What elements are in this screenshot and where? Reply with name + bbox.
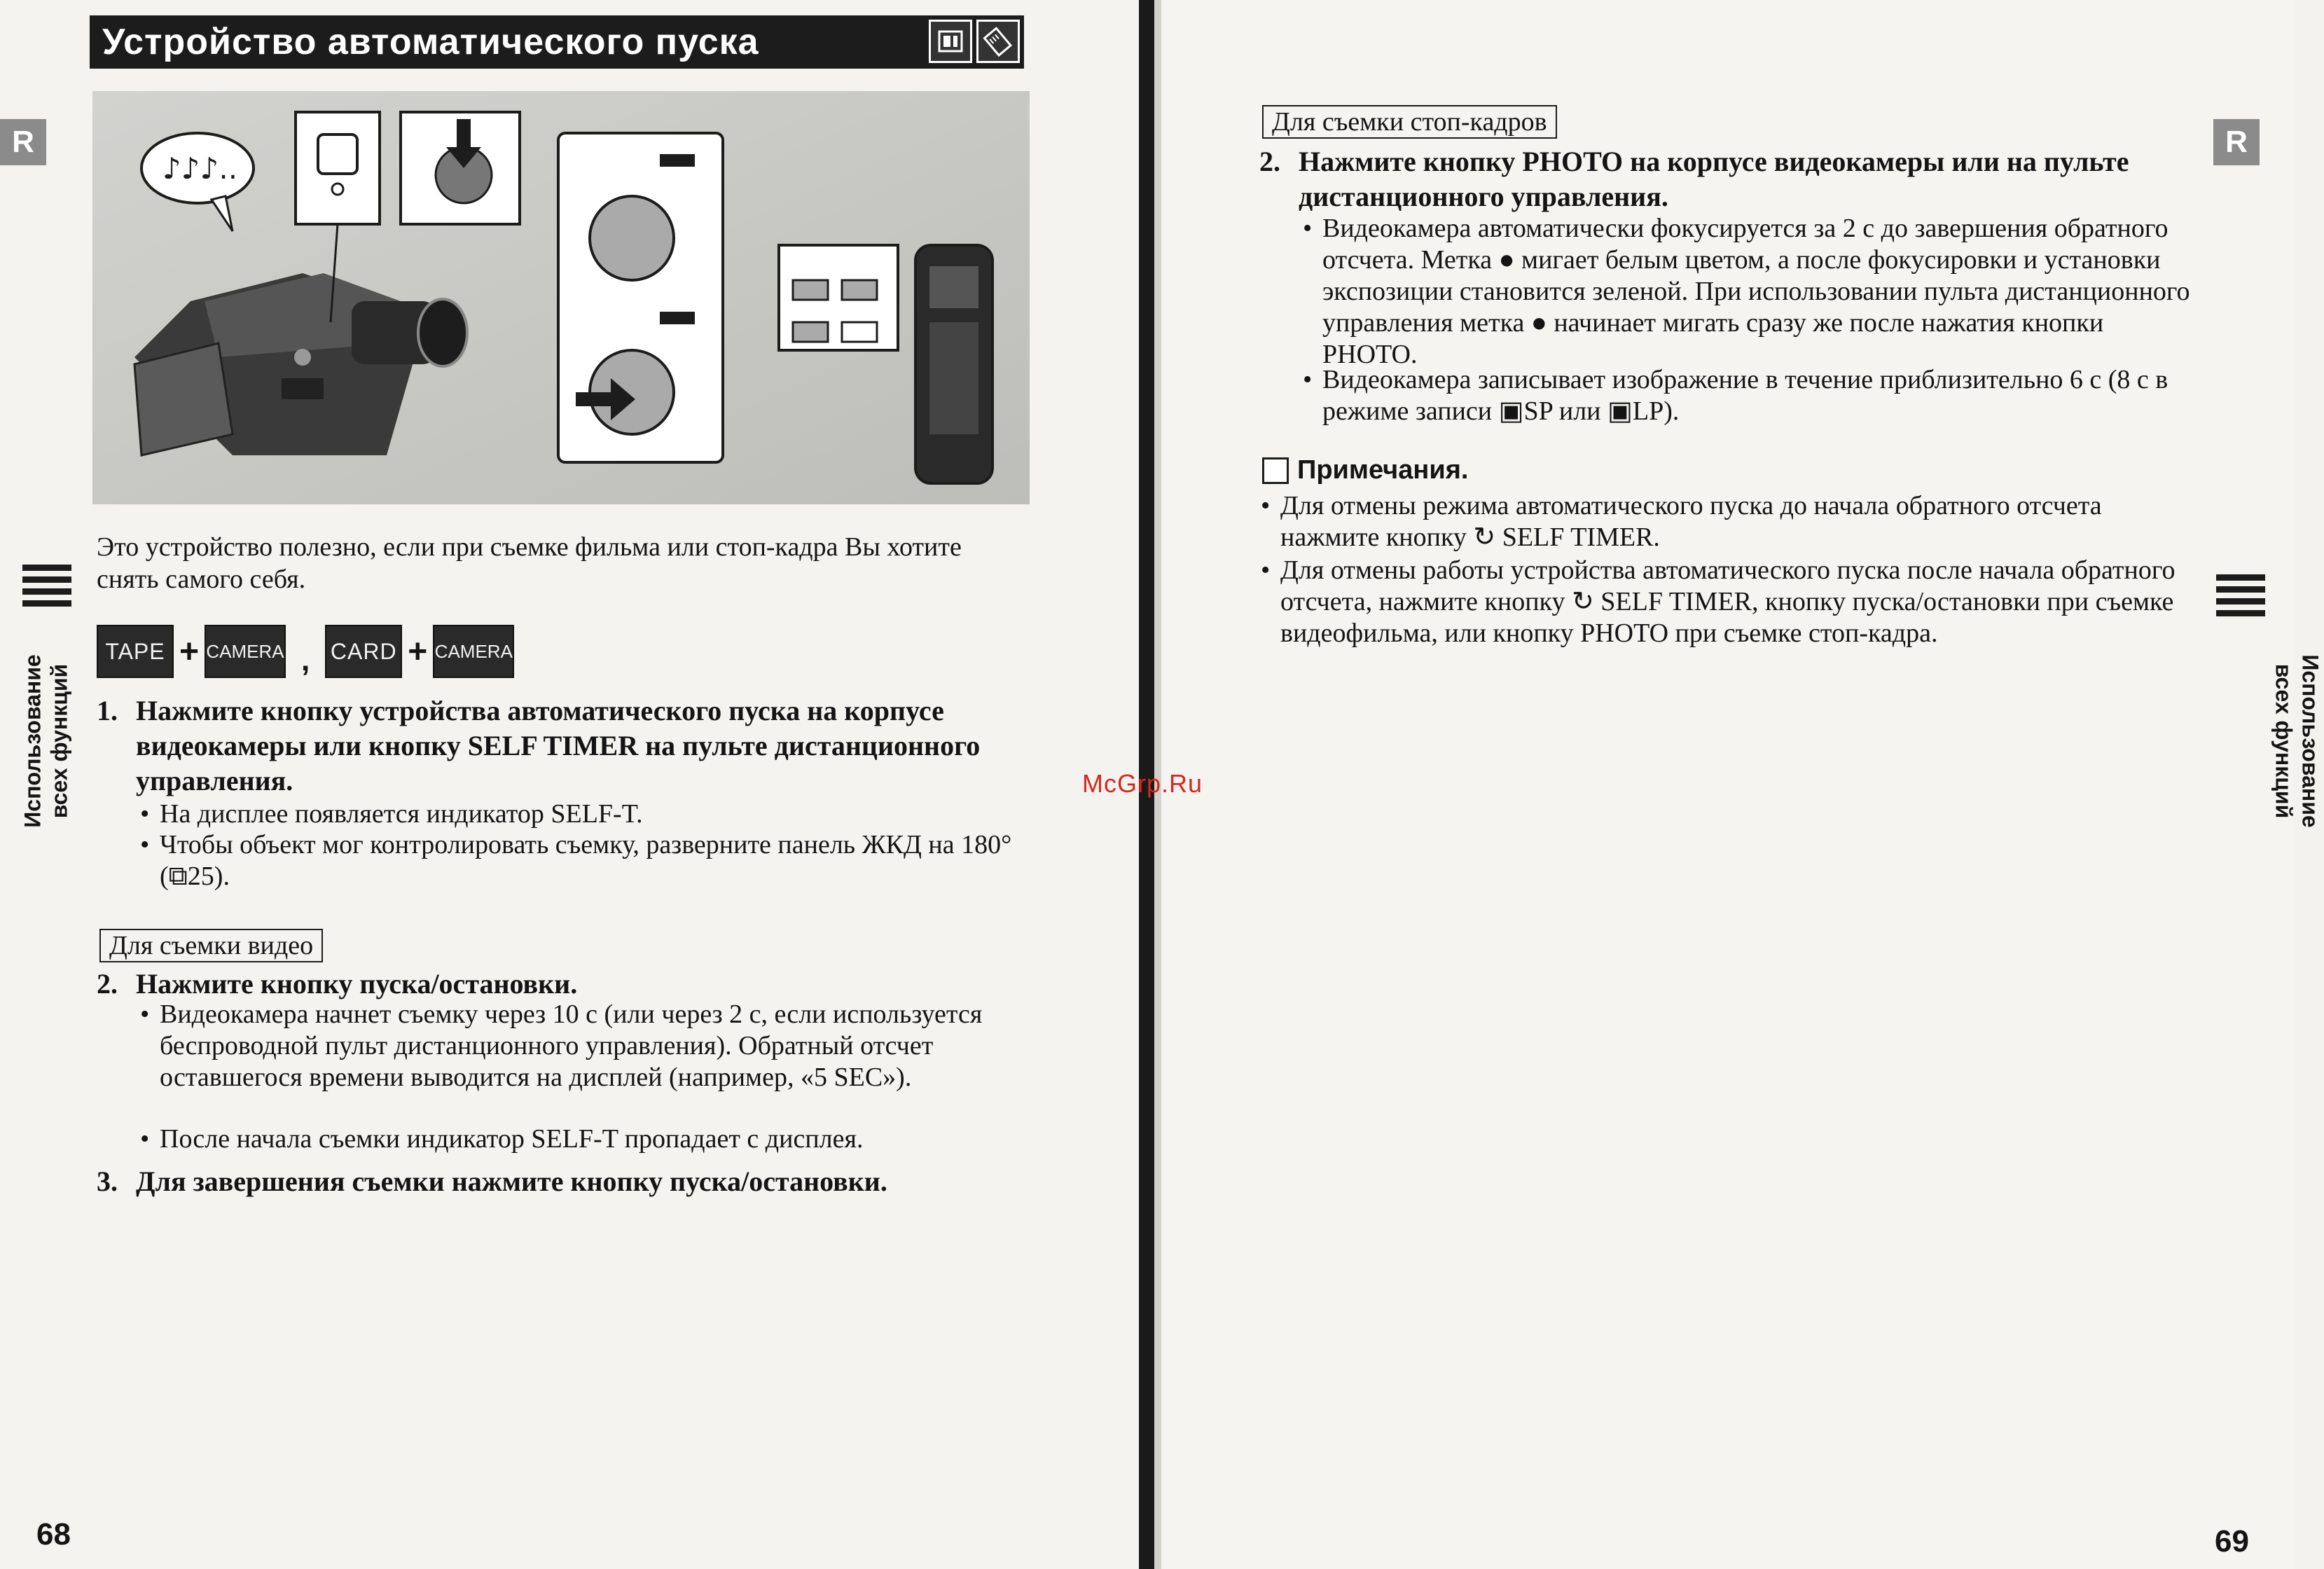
side-bars-left <box>22 565 71 612</box>
step-text: Нажмите кнопку устройства автоматического пуска на корпусе видеокамеры или кнопку SELF TIMER на пульте дистанционного управления. <box>136 695 981 796</box>
title-icons <box>929 20 1020 63</box>
side-label-line1: Использование <box>2297 654 2323 828</box>
photo-recording-heading: Для съемки стоп-кадров <box>1262 105 1557 139</box>
section-title-bar <box>90 15 1024 69</box>
camera-mode-label: CAMERA <box>433 625 514 678</box>
plus-sign: + <box>179 633 200 670</box>
bullet-text: На дисплее появляется индикатор SELF-T. <box>160 799 643 829</box>
bullet-dot: • <box>140 799 150 829</box>
side-bars-right <box>2216 574 2265 622</box>
remote-control <box>915 245 992 483</box>
page-number-left: 68 <box>36 1517 71 1551</box>
photo-bullet-1 <box>1303 213 2192 371</box>
step-1 <box>97 693 1028 799</box>
camcorder-drawing <box>92 91 1030 504</box>
step-1-bullet-2 <box>140 829 1030 892</box>
tape-mode-label: TAPE <box>97 625 174 678</box>
side-section-label-right <box>2271 654 2324 827</box>
step-number: 3. <box>97 1166 118 1197</box>
step-3 <box>97 1164 1028 1199</box>
tape-mode-icon <box>929 20 972 63</box>
card-mode-icon <box>976 20 1020 63</box>
plus-sign: + <box>408 633 428 670</box>
camcorder-illustration <box>92 91 1030 504</box>
camera-mode-label: CAMERA <box>205 625 286 678</box>
bullet-text: Видеокамера автоматически фокусируется за 2 с до завершения обратного отсчета. Метка ● мигает белым цветом, а после фокусировки и установки экспозиции становится зеленой. При использовании пульта дистанционного управления метка ● начинает мигать сразу же после нажатия кнопки PHOTO. <box>1322 214 2190 369</box>
language-tab-left: R <box>0 119 46 165</box>
notes-title: Примечания. <box>1297 455 1469 485</box>
bullet-dot: • <box>1303 365 1313 394</box>
step-number: 1. <box>97 695 118 726</box>
notes-heading <box>1262 455 1468 485</box>
step-text: Нажмите кнопку пуска/остановки. <box>136 968 578 1000</box>
page-number-right: 69 <box>2215 1524 2249 1558</box>
step-2-bullet-2 <box>140 1124 1030 1155</box>
note-1 <box>1261 490 2192 553</box>
bullet-text: Видеокамера записывает изображение в течение приблизительно 6 с (8 с в режиме записи ▣SP или ▣LP). <box>1322 365 2169 426</box>
note-icon <box>1262 457 1289 484</box>
bullet-dot: • <box>1303 214 1313 243</box>
power-dial-panel <box>558 133 723 462</box>
step-text: Нажмите кнопку PHOTO на корпусе видеокамеры или на пульте дистанционного управления. <box>1299 146 2129 212</box>
section-title: Устройство автоматического пуска <box>102 22 759 62</box>
press-closeup <box>401 112 520 224</box>
side-label-line1: Использование <box>20 654 46 828</box>
card-mode-label: CARD <box>325 625 402 678</box>
bullet-text: После начала съемки индикатор SELF-T пропадает с дисплея. <box>160 1124 864 1154</box>
step-text: Для завершения съемки нажмите кнопку пуска/остановки. <box>136 1166 887 1197</box>
note-text: Для отмены режима автоматического пуска до начала обратного отсчета нажмите кнопку ↻ SELF TIMER. <box>1280 491 2102 552</box>
bullet-dot: • <box>140 1124 150 1154</box>
bullet-dot: • <box>140 830 150 859</box>
bullet-text: Видеокамера начнет съемку через 10 с (или через 2 с, если используется беспроводной пульт дистанционного управления). Обратный отсчет оставшегося времени выводится на дисплей (например, «5 SEC»). <box>160 1000 983 1092</box>
photo-bullet-2 <box>1303 364 2192 427</box>
intro-paragraph: Это устройство полезно, если при съемке фильма или стоп-кадра Вы хотите снять самого себя. <box>97 532 962 594</box>
step-number: 2. <box>97 968 118 1000</box>
bullet-dot: • <box>1261 491 1271 520</box>
mode-separator: , <box>301 643 310 677</box>
step-2-photo <box>1259 144 2191 214</box>
note-2 <box>1261 555 2192 649</box>
note-text: Для отмены работы устройства автоматического пуска после начала обратного отсчета, нажмите кнопку ↻ SELF TIMER, кнопку пуска/остановки при съемке видеофильма, или кнопку PHOTO при съемке стоп-кадра. <box>1280 555 2176 648</box>
remote-buttons-closeup <box>779 245 898 350</box>
side-section-label-left <box>20 654 73 827</box>
side-label-line2: всех функций <box>2271 663 2297 819</box>
svg-text:♪♪♪..: ♪♪♪.. <box>162 151 238 186</box>
bullet-dot: • <box>140 1000 150 1029</box>
video-recording-heading: Для съемки видео <box>99 929 323 962</box>
step-2-bullet-1 <box>140 999 1030 1093</box>
side-label-line2: всех функций <box>46 663 72 819</box>
bullet-dot: • <box>1261 555 1271 585</box>
language-tab-right: R <box>2213 119 2260 165</box>
step-1-bullet-1 <box>140 799 1030 830</box>
watermark: McGrp.Ru <box>1082 769 1203 798</box>
step-2-video <box>97 967 1028 1002</box>
mode-indicator-row <box>97 625 514 678</box>
step-number: 2. <box>1259 146 1280 177</box>
bullet-text: Чтобы объект мог контролировать съемку, разверните панель ЖКД на 180° (⧉25). <box>160 830 1012 891</box>
